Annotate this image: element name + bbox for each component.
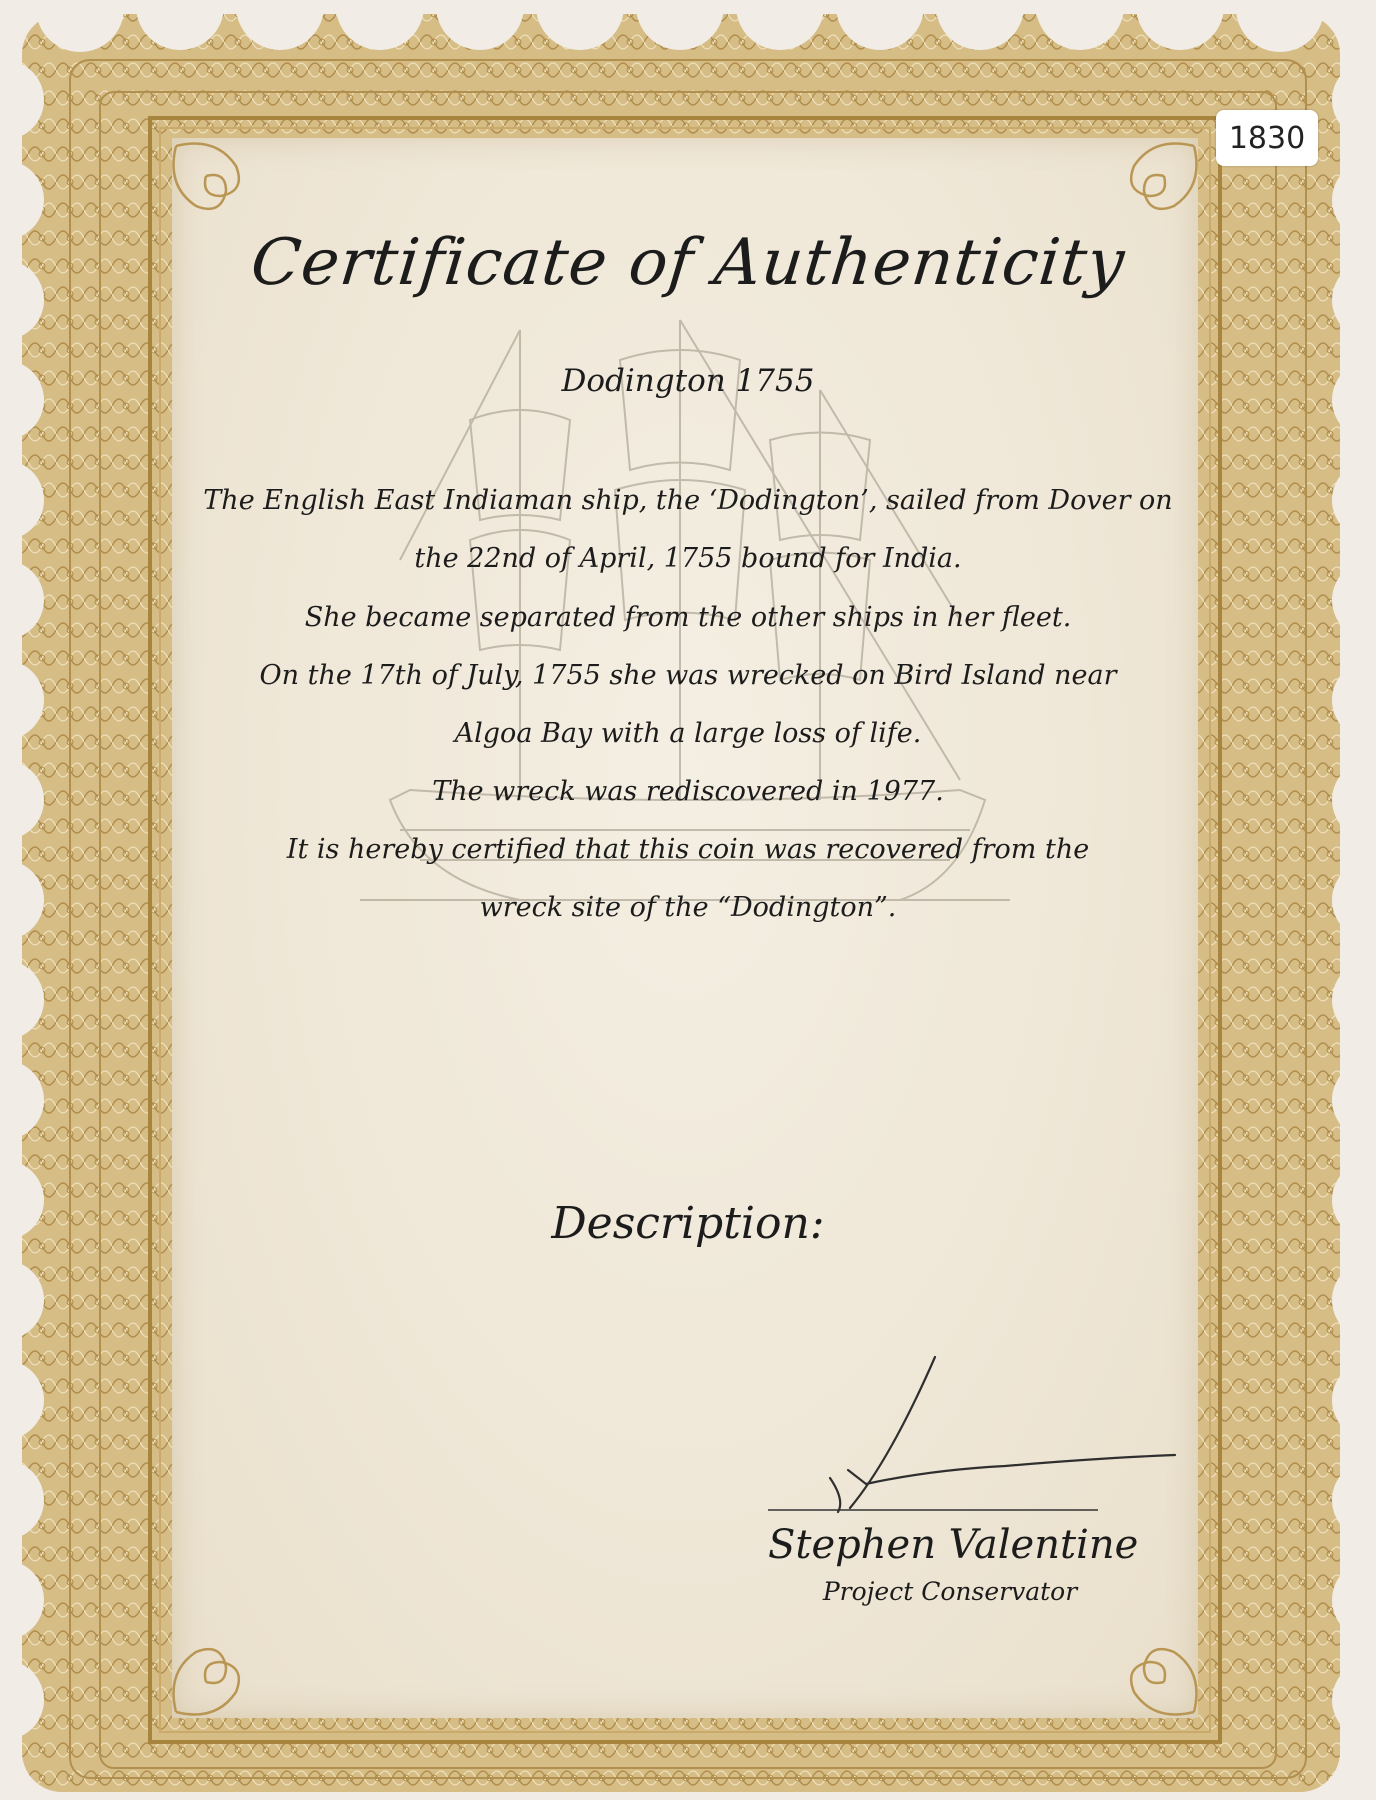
- body-line: On the 17th of July, 1755 she was wrecked on Bird Island near: [259, 660, 1117, 691]
- body-line: She became separated from the other ships in her fleet.: [304, 602, 1072, 633]
- signatory-name: Stephen Valentine: [768, 1522, 1139, 1568]
- body-line: wreck site of the “Dodington”.: [479, 892, 897, 923]
- inventory-number: 1830: [1228, 120, 1306, 156]
- body-line: the 22nd of April, 1755 bound for India.: [414, 543, 962, 574]
- body-line: Algoa Bay with a large loss of life.: [454, 718, 922, 749]
- certificate-subtitle: Dodington 1755: [561, 363, 815, 399]
- description-label: Description:: [551, 1198, 825, 1249]
- certificate-title: Certificate of Authenticity: [247, 226, 1129, 300]
- body-line: The wreck was rediscovered in 1977.: [432, 776, 944, 807]
- body-line: It is hereby certified that this coin was recovered from the: [286, 834, 1090, 865]
- body-line: The English East Indiaman ship, the ‘Dodington’, sailed from Dover on: [203, 485, 1173, 516]
- signatory-title: Project Conservator: [822, 1577, 1078, 1606]
